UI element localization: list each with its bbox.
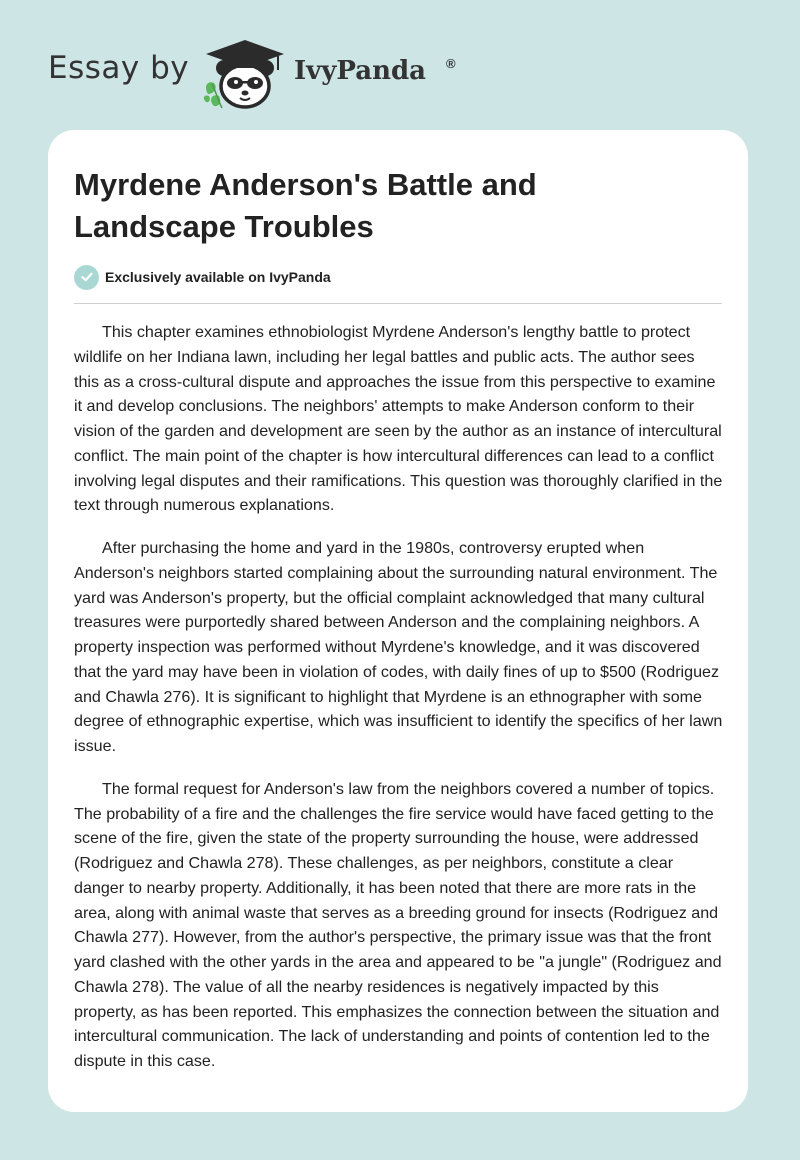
- brand-header[interactable]: [48, 36, 508, 110]
- exclusive-badge-label: Exclusively available on IvyPanda: [105, 269, 331, 285]
- paragraph-2: After purchasing the home and yard in the 1980s, controversy erupted when Anderson's neighbors started complaining about the surrounding natural environment. The yard was Anderson's property, but the official complaint acknowledged that many cultural treasures were purportedly shared between Anderson and the complaining neighbors. A property inspection was performed without Myrdene's knowledge, and it was discovered that the yard may have been in violation of codes, with daily fines of up to $500 (Rodriguez and Chawla 276). It is significant to highlight that Myrdene is an ethnographer with some degree of ethnographic expertise, which was insufficient to identify the specifics of her lawn issue.: [74, 539, 723, 755]
- registered-mark: ®: [446, 56, 456, 71]
- exclusive-badge: [74, 264, 331, 290]
- paragraph-3: The formal request for Anderson's law from the neighbors covered a number of topics. The probability of a fire and the challenges the fire service would have faced getting to the scene of the fire, given the state of the property surrounding the house, were addressed (Rodriguez and Chawla 278). These challenges, as per neighbors, constitute a clear danger to nearby property. Additionally, it has been noted that there are more rats in the area, along with animal waste that serves as a breeding ground for insects (Rodriguez and Chawla 277). However, from the author's perspective, the primary issue was that the front yard clashed with the other yards in the area and appeared to be "a jungle" (Rodriguez and Chawla 278). The value of all the nearby residences is negatively impacted by this property, as has been reported. This emphasizes the connection between the situation and intercultural communication. The lack of understanding and points of contention led to the dispute in this case.: [74, 779, 722, 1070]
- brand-name: IvyPanda: [294, 56, 427, 86]
- essay-card: [48, 130, 748, 1112]
- brand-prefix: Essay by: [48, 50, 190, 86]
- check-circle-icon: [74, 265, 99, 290]
- paragraph-1: This chapter examines ethnobiologist Myrdene Anderson's lengthy battle to protect wildlife on her Indiana lawn, including her legal battles and public acts. The author sees this as a cross-cultural dispute and approaches the issue from this perspective to examine it and develop conclusions. The neighbors' attempts to make Anderson conform to their vision of the garden and development are seen by the author as an instance of intercultural conflict. The main point of the chapter is how intercultural differences can lead to a conflict involving legal disputes and their ramifications. This question was thoroughly clarified in the text through numerous explanations.: [74, 323, 723, 515]
- page-title: Myrdene Anderson's Battle and Landscape Troubles: [74, 167, 537, 244]
- divider: [74, 303, 722, 304]
- panda-graduate-icon: [200, 36, 290, 110]
- essay-body: [74, 320, 724, 1092]
